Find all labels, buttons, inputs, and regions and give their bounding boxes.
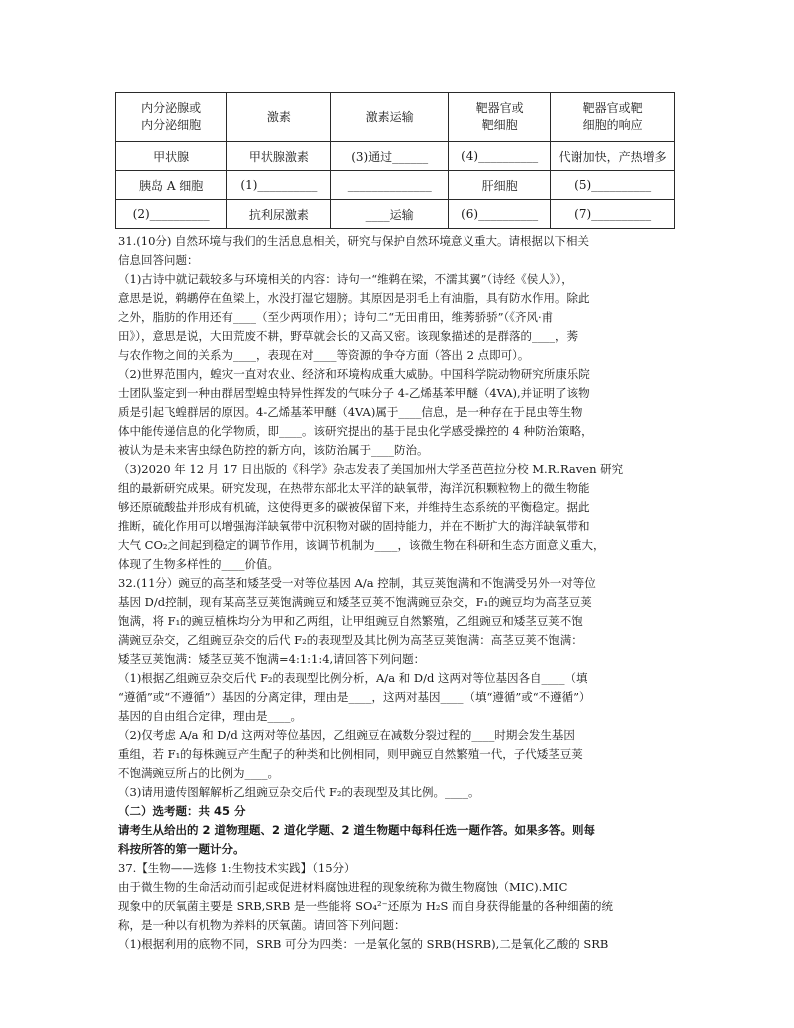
text-line: 由于微生物的生命活动而引起或促进材料腐蚀进程的现象统称为微生物腐蚀（MIC).MIC <box>118 880 568 894</box>
section-title: （二）选考题：共 45 分 <box>118 804 246 818</box>
text-line: （2)仅考虑 A/a 和 D/d 这两对等位基因，乙组豌豆在减数分裂过程的____时期会发生基因 <box>118 728 575 742</box>
text-line: （1)根据利用的底物不同，SRB 可分为四类：一是氧化氢的 SRB(HSRB),二是氧化乙酸的 SRB <box>118 937 609 951</box>
text-line: 满豌豆杂交，乙组豌豆杂交的后代 F₂的表现型及其比例为高茎豆荚饱满：高茎豆荚不饱满： <box>118 633 583 647</box>
text-line: 之外，脂肪的作用还有____（至少两项作用）；诗句二“无田甫田，维莠骄骄”（《齐风·甫 <box>118 310 554 324</box>
table-cell: 甲状腺 <box>116 142 227 171</box>
table-cell: 甲状腺激素 <box>227 142 331 171</box>
text-line: 被认为是未来害虫绿色防控的新方向，该防治属于____防治。 <box>118 443 429 457</box>
text-line: （1)古诗中就记载较多与环境相关的内容：诗句一“维鹈在梁，不濡其翼”（诗经《侯人》）， <box>118 272 573 286</box>
table-header-cell: 内分泌腺或 内分泌细胞 <box>116 93 227 142</box>
table-header-cell: 靶器官或 靶细胞 <box>448 93 550 142</box>
text-line: 组的最新研究成果。研究发现，在热带东部北太平洋的缺氧带，海洋沉积颗粒物上的微生物能 <box>118 481 590 495</box>
instruction-line: 科按所答的第一题计分。 <box>118 842 245 856</box>
table-cell: ______________ <box>331 171 448 200</box>
table-cell: 抗利尿激素 <box>227 200 331 229</box>
text-line: （3)请用遗传图解解析乙组豌豆杂交后代 F₂的表现型及其比例。____。 <box>118 785 480 799</box>
table-row <box>116 142 675 171</box>
text-line: 与农作物之间的关系为____，表现在对____等资源的争夺方面（答出 2 点即可）。 <box>118 348 530 362</box>
table-cell: 代谢加快，产热增多 <box>551 142 675 171</box>
table-cell: (3)通过______ <box>331 142 448 171</box>
table-cell: ____运输 <box>331 200 448 229</box>
text-line: 信息回答问题： <box>118 253 199 267</box>
question-32-heading: 32.(11分）豌豆的高茎和矮茎受一对等位基因 A/a 控制，其豆荚饱满和不饱满受另外一对等位 <box>118 576 596 590</box>
table-cell: (4)__________ <box>448 142 550 171</box>
table-cell: 胰岛 A 细胞 <box>116 171 227 200</box>
text-line: 现象中的厌氧菌主要是 SRB,SRB 是一些能将 SO₄²⁻还原为 H₂S 而自身获得能量的各种细菌的统 <box>118 899 614 913</box>
text-line: 意思是说，鹈鹕停在鱼梁上，水没打湿它翅膀。其原因是羽毛上有油脂，具有防水作用。除此 <box>118 291 590 305</box>
text-line: 基因的自由组合定律，理由是____。 <box>118 709 302 723</box>
text-line: 大气 CO₂之间起到稳定的调节作用，该调节机制为____，该微生物在科研和生态方面意义重大， <box>118 538 605 552</box>
text-line: 够还原硫酸盐并形成有机硫，这使得更多的碳被保留下来，并维持生态系统的平衡稳定。据此 <box>118 500 590 514</box>
table-row <box>116 200 675 229</box>
table-header-cell: 靶器官或靶 细胞的响应 <box>551 93 675 142</box>
text-line: “遵循”或“不遵循”）基因的分离定律，理由是____，这两对基因____（填“遵循”或“不遵循”） <box>118 690 591 704</box>
text-line: 推断，硫化作用可以增强海洋缺氧带中沉积物对碳的固持能力，并在不断扩大的海洋缺氧带和 <box>118 519 590 533</box>
text-line: 矮茎豆荚饱满：矮茎豆荚不饱满=4:1:1:4,请回答下列问题： <box>118 652 426 666</box>
table-cell: (5)__________ <box>551 171 675 200</box>
table-row <box>116 171 675 200</box>
text-line: 质是引起飞蝗群居的原因。4-乙烯基苯甲醚（4VA)属于____信息，是一种存在于昆虫等生物 <box>118 405 583 419</box>
text-line: （2)世界范围内，蝗灾一直对农业、经济和环境构成重大威胁。中国科学院动物研究所康乐院 <box>118 367 590 381</box>
text-line: 士团队鉴定到一种由群居型蝗虫特异性挥发的气味分子 4-乙烯基苯甲醚（4VA),并证明了该物 <box>118 386 590 400</box>
text-line: 体中能传递信息的化学物质，即____。该研究提出的基于昆虫化学感受操控的 4 种防治策略， <box>118 424 593 438</box>
text-line: 基因 D/d控制，现有某高茎豆荚饱满豌豆和矮茎豆荚不饱满豌豆杂交，F₁的豌豆均为高茎豆荚 <box>118 595 592 609</box>
table-cell: (6)__________ <box>448 200 550 229</box>
table-cell: (1)__________ <box>227 171 331 200</box>
text-line: 重组，若 F₁的每株豌豆产生配子的种类和比例相同，则甲豌豆自然繁殖一代，子代矮茎豆荚 <box>118 747 583 761</box>
text-line: （1)根据乙组豌豆杂交后代 F₂的表现型比例分析，A/a 和 D/d 这两对等位基因各自____（填 <box>118 671 588 685</box>
question-37-heading: 37.【生物——选修 1:生物技术实践】（15分） <box>118 861 356 875</box>
text-line: 体现了生物多样性的____价值。 <box>118 557 279 571</box>
text-line: 不饱满豌豆所占的比例为____。 <box>118 766 279 780</box>
text-line: 称，是一种以有机物为养料的厌氧菌。请回答下列问题： <box>118 918 406 932</box>
table-cell: 肝细胞 <box>448 171 550 200</box>
text-line: 饱满，将 F₁的豌豆植株均分为甲和乙两组，让甲组豌豆自然繁殖，乙组豌豆和矮茎豆荚不饱 <box>118 614 583 628</box>
question-body <box>118 232 693 954</box>
table-header-row <box>116 93 675 142</box>
table-cell: (7)__________ <box>551 200 675 229</box>
table-header-cell: 激素运输 <box>331 93 448 142</box>
question-31-heading: 31.(10分) 自然环境与我们的生活息息相关，研究与保护自然环境意义重大。请根据以下相关 <box>118 234 590 248</box>
table-header-cell: 激素 <box>227 93 331 142</box>
instruction-line: 请考生从给出的 2 道物理题、2 道化学题、2 道生物题中每科任选一题作答。如果多答。则每 <box>118 823 596 837</box>
text-line: 田》），意思是说，大田荒废不耕，野草就会长的又高又密。该现象描述的是群落的____，莠 <box>118 329 578 343</box>
table-cell: (2)__________ <box>116 200 227 229</box>
text-line: （3)2020 年 12 月 17 日出版的《科学》杂志发表了美国加州大学圣芭芭拉分校 M.R.Raven 研究 <box>118 462 624 476</box>
hormone-table <box>115 92 675 229</box>
